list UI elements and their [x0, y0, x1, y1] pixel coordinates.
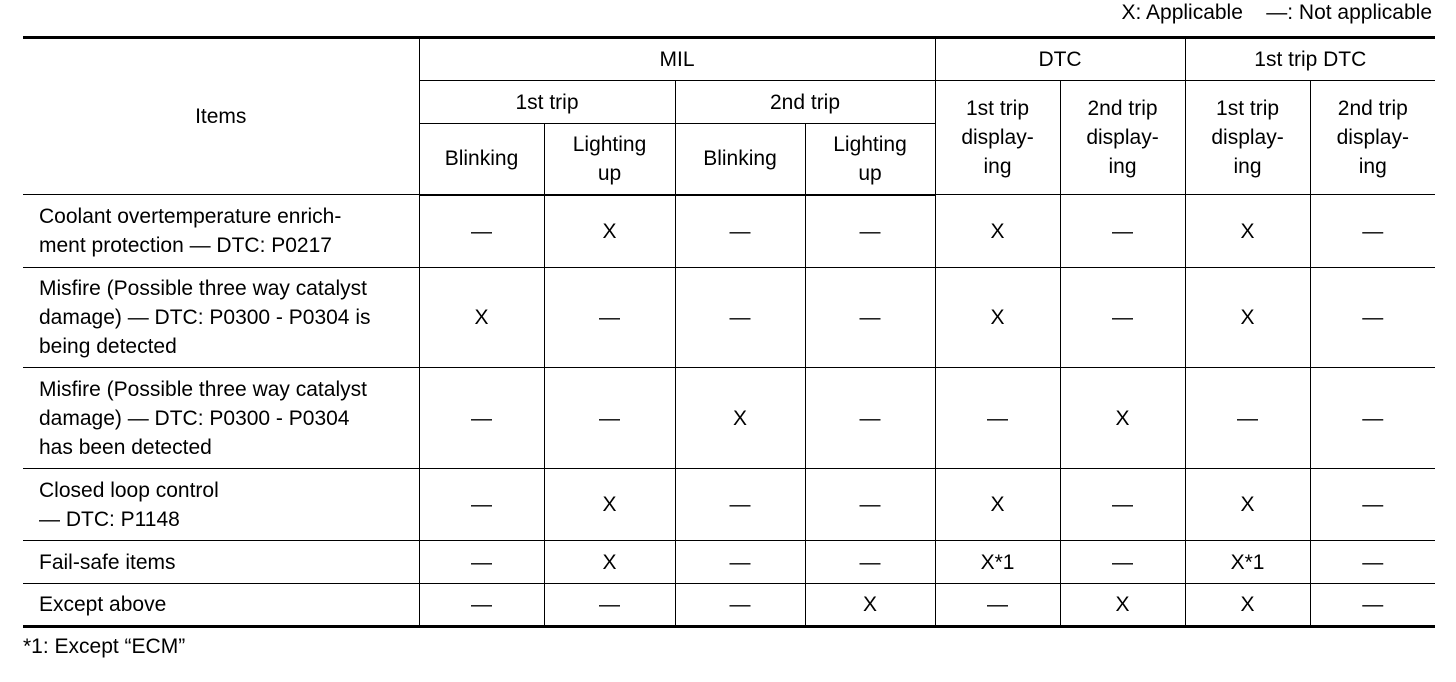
item-cell	[23, 469, 419, 541]
footnote: *1: Except “ECM”	[23, 635, 186, 658]
mil-2nd-trip-header: 2nd trip	[675, 81, 935, 124]
cell-mil-2nd-lighting: —	[805, 469, 935, 541]
diagnosis-table	[23, 36, 1435, 628]
mil-header: MIL	[419, 38, 935, 81]
item-line: has been detected	[39, 435, 212, 459]
item-line: being detected	[39, 335, 177, 358]
header-line: display-	[1336, 126, 1409, 149]
table-row	[23, 469, 1435, 541]
item-cell	[23, 268, 419, 368]
header-line: 2nd trip	[1087, 97, 1158, 120]
ftd-2nd-trip-displaying-header	[1310, 81, 1435, 195]
cell-dtc-2nd: —	[1060, 469, 1185, 541]
header-line: display-	[1086, 126, 1159, 149]
cell-mil-2nd-lighting: —	[805, 195, 935, 268]
cell-mil-2nd-lighting: —	[805, 268, 935, 368]
item-line: Fail-safe items	[39, 550, 176, 574]
cell-mil-2nd-lighting: —	[805, 368, 935, 469]
header-line: ing	[1233, 155, 1262, 178]
item-cell	[23, 584, 419, 627]
mil-2nd-blinking-header: Blinking	[675, 124, 805, 195]
cell-dtc-1st: —	[935, 368, 1060, 469]
header-line: 2nd trip	[1337, 97, 1408, 120]
header-line: Lighting	[833, 132, 907, 156]
cell-mil-1st-lighting: —	[544, 268, 675, 368]
cell-ftd-1st: X	[1185, 268, 1310, 368]
legend: X: Applicable —: Not applicable	[1121, 1, 1432, 24]
item-line: ment protection — DTC: P0217	[39, 234, 332, 257]
cell-mil-2nd-lighting: —	[805, 541, 935, 584]
cell-ftd-1st: X	[1185, 469, 1310, 541]
cell-dtc-2nd: —	[1060, 195, 1185, 268]
mil-2nd-lighting-header	[805, 124, 935, 195]
table-row	[23, 584, 1435, 627]
cell-dtc-1st: X	[935, 195, 1060, 268]
cell-mil-1st-lighting: X	[544, 541, 675, 584]
cell-mil-2nd-blinking: —	[675, 268, 805, 368]
header-line: 1st trip	[1216, 97, 1280, 120]
cell-mil-1st-blinking: —	[419, 584, 544, 627]
header-line: display-	[961, 126, 1034, 149]
cell-ftd-2nd: —	[1310, 268, 1435, 368]
cell-mil-2nd-blinking: —	[675, 469, 805, 541]
header-row-1	[23, 38, 1435, 81]
ftd-1st-trip-displaying-header	[1185, 81, 1310, 195]
header-line: Lighting	[572, 132, 647, 156]
item-line: Misfire (Possible three way catalyst	[39, 377, 367, 401]
cell-mil-2nd-blinking: —	[675, 195, 805, 268]
cell-mil-2nd-blinking: X	[675, 368, 805, 469]
item-line: Closed loop control	[39, 478, 219, 502]
mil-1st-trip-header: 1st trip	[419, 81, 675, 124]
cell-ftd-2nd: —	[1310, 584, 1435, 627]
items-header: Items	[23, 38, 419, 195]
item-cell	[23, 541, 419, 584]
header-line: display-	[1211, 126, 1284, 149]
cell-dtc-1st: —	[935, 584, 1060, 627]
header-line: ing	[983, 155, 1012, 178]
cell-ftd-1st: X	[1185, 195, 1310, 268]
cell-mil-1st-blinking: —	[419, 195, 544, 268]
table-row	[23, 541, 1435, 584]
cell-ftd-1st: X*1	[1185, 541, 1310, 584]
dtc-1st-trip-displaying-header	[935, 81, 1060, 195]
cell-dtc-2nd: X	[1060, 584, 1185, 627]
item-cell	[23, 368, 419, 469]
item-line: Misfire (Possible three way catalyst	[39, 277, 367, 300]
cell-mil-2nd-blinking: —	[675, 541, 805, 584]
header-line: 1st trip	[966, 97, 1030, 120]
cell-dtc-2nd: X	[1060, 368, 1185, 469]
cell-mil-1st-lighting: —	[544, 368, 675, 469]
item-line: — DTC: P1148	[39, 507, 180, 531]
table-row	[23, 268, 1435, 368]
dtc-2nd-trip-displaying-header	[1060, 81, 1185, 195]
cell-dtc-2nd: —	[1060, 541, 1185, 584]
first-trip-dtc-header: 1st trip DTC	[1185, 38, 1435, 81]
cell-ftd-1st: —	[1185, 368, 1310, 469]
cell-mil-1st-blinking: —	[419, 541, 544, 584]
item-line: Except above	[39, 593, 167, 616]
header-line: ing	[1358, 155, 1387, 178]
item-line: Coolant overtemperature enrich-	[39, 205, 342, 228]
item-line: damage) — DTC: P0300 - P0304	[39, 406, 350, 430]
cell-dtc-1st: X*1	[935, 541, 1060, 584]
cell-mil-1st-lighting: —	[544, 584, 675, 627]
cell-mil-1st-blinking: —	[419, 469, 544, 541]
cell-dtc-1st: X	[935, 268, 1060, 368]
table-row	[23, 368, 1435, 469]
cell-ftd-2nd: —	[1310, 541, 1435, 584]
dtc-header: DTC	[935, 38, 1185, 81]
cell-ftd-2nd: —	[1310, 368, 1435, 469]
item-cell	[23, 195, 419, 268]
cell-mil-2nd-lighting: X	[805, 584, 935, 627]
header-line: ing	[1108, 155, 1137, 178]
cell-ftd-1st: X	[1185, 584, 1310, 627]
cell-mil-1st-lighting: X	[544, 469, 675, 541]
cell-mil-2nd-blinking: —	[675, 584, 805, 627]
cell-mil-1st-blinking: X	[419, 268, 544, 368]
cell-ftd-2nd: —	[1310, 195, 1435, 268]
mil-1st-lighting-header	[544, 124, 675, 195]
cell-mil-1st-blinking: —	[419, 368, 544, 469]
cell-dtc-2nd: —	[1060, 268, 1185, 368]
header-line: up	[597, 161, 622, 185]
cell-mil-1st-lighting: X	[544, 195, 675, 268]
item-line: damage) — DTC: P0300 - P0304 is	[39, 306, 371, 329]
mil-1st-blinking-header: Blinking	[419, 124, 544, 195]
cell-dtc-1st: X	[935, 469, 1060, 541]
table-row	[23, 195, 1435, 268]
cell-ftd-2nd: —	[1310, 469, 1435, 541]
header-line: up	[858, 161, 882, 185]
